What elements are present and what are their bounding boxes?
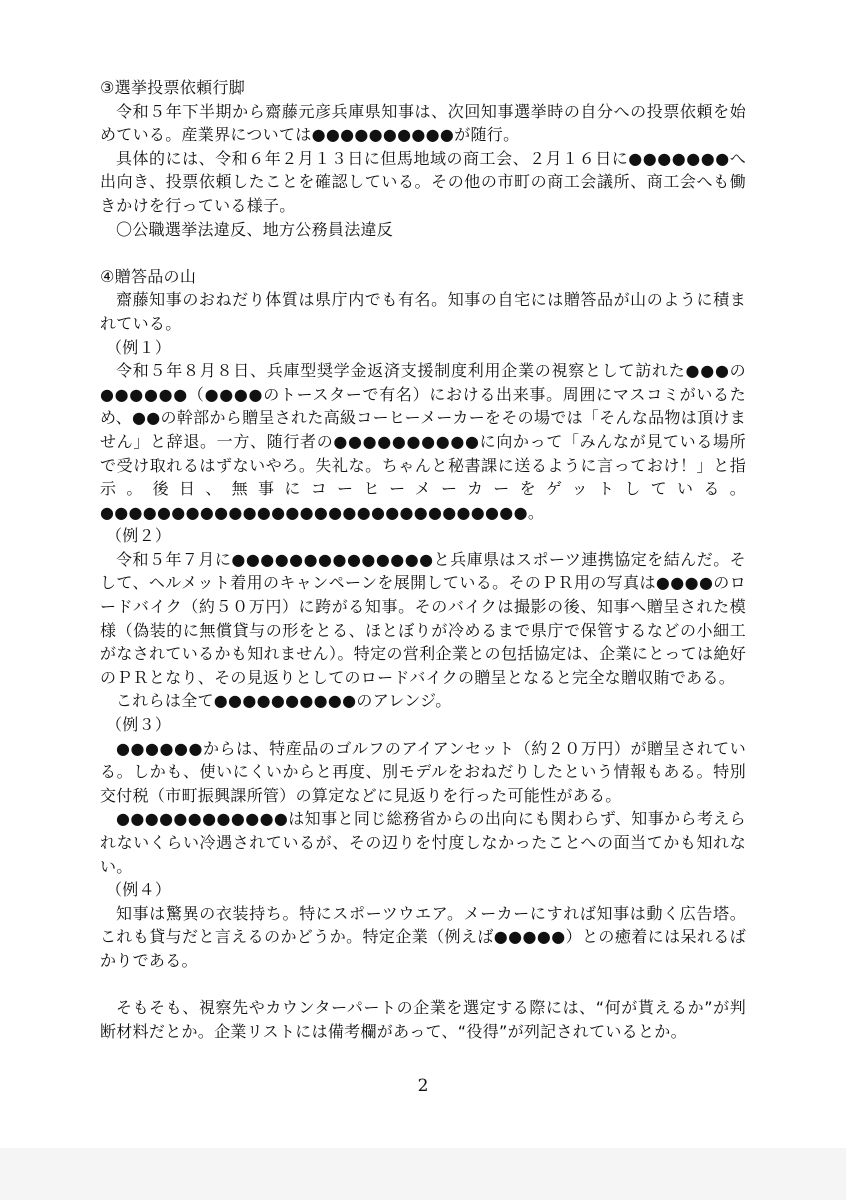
example-3-label: （例３） bbox=[106, 715, 172, 735]
document-body bbox=[100, 76, 746, 1043]
section4-closing: そもそも、視察先やカウンターパートの企業を選定する際には、“何が貰えるか”が判断材料だとか。企業リストには備考欄があって、“役得”が列記されているとか。 bbox=[100, 998, 746, 1041]
example-2-label: （例２） bbox=[106, 526, 172, 546]
example-2-paragraph-1: 令和５年７月に●●●●●●●●●●●●●●と兵庫県はスポーツ連携協定を結んだ。そして、ヘルメット着用のキャンペーンを展開している。そのＰＲ用の写真は●●●●のロードバイク（約５０万円）に跨がる知事。そのバイクは撮影の後、知事へ贈呈された模様（偽装的に無償貸与の形をとる、ほとぼりが冷めるまで県庁で保管するなどの小細工がなされているかも知れません）。特定の営利企業との包括協定は、企業にとっては絶好のＰＲとなり、その見返りとしてのロードバイクの贈呈となると完全な贈収賄である。 bbox=[100, 549, 746, 687]
section4-heading: ④贈答品の山 bbox=[100, 266, 197, 286]
example-2-paragraph-2: これらは全て●●●●●●●●●●のアレンジ。 bbox=[116, 691, 452, 711]
example-1-paragraph-1: 令和５年８月８日、兵庫型奨学金返済支援制度利用企業の視察として訪れた●●●の●●●●●●（●●●●のトースターで有名）における出来事。周囲にマスコミがいるため、●●の幹部から贈呈された高級コーヒーメーカーをその場では「そんな品物は頂けません」と辞退。一方、随行者の●●●●●●●●●●に向かって「みんなが見ている場所で受け取れるはずないやろ。失礼な。ちゃんと秘書課に送るように言っておけ！」と指示。後日、無事にコーヒーメーカーをゲットしている。●●●●●●●●●●●●●●●●●●●●●●●●●●●●●●。 bbox=[100, 361, 746, 522]
example-3-paragraph-2: ●●●●●●●●●●●●は知事と同じ総務省からの出向にも関わらず、知事から考えられないくらい冷遇されているが、その辺りを忖度しなかったことへの面当てかも知れない。 bbox=[100, 809, 746, 876]
section3-heading: ③選挙投票依頼行脚 bbox=[100, 78, 246, 97]
section3-violation-note: 〇公職選挙法違反、地方公務員法違反 bbox=[116, 219, 394, 239]
blank-line bbox=[100, 973, 746, 997]
example-4-paragraph-1: 知事は驚異の衣装持ち。特にスポーツウエア。メーカーにすれば知事は動く広告塔。これも貸与だと言えるのかどうか。特定企業（例えば●●●●●）との癒着には呆れるばかりである。 bbox=[100, 903, 746, 970]
example-4-label: （例４） bbox=[106, 880, 172, 900]
example-1-label: （例１） bbox=[106, 337, 172, 357]
section4-intro: 齋藤知事のおねだり体質は県庁内でも有名。知事の自宅には贈答品が山のように積まれている。 bbox=[100, 290, 746, 333]
page-number: 2 bbox=[417, 1076, 429, 1096]
blank-line bbox=[100, 241, 746, 265]
section3-paragraph-2: 具体的には、令和６年２月１３日に但馬地域の商工会、２月１６日に●●●●●●●へ出向き、投票依頼したことを確認している。その他の市町の商工会議所、商工会へも働きかけを行っている様子。 bbox=[100, 148, 746, 215]
example-3-paragraph-1: ●●●●●●からは、特産品のゴルフのアイアンセット（約２０万円）が贈呈されている。しかも、使いにくいからと再度、別モデルをおねだりしたという情報もある。特別交付税（市町振興課所管）の算定などに見返りを行った可能性がある。 bbox=[100, 738, 746, 805]
section3-paragraph-1: 令和５年下半期から齋藤元彦兵庫県知事は、次回知事選挙時の自分への投票依頼を始めている。産業界については●●●●●●●●●●が随行。 bbox=[100, 101, 746, 145]
